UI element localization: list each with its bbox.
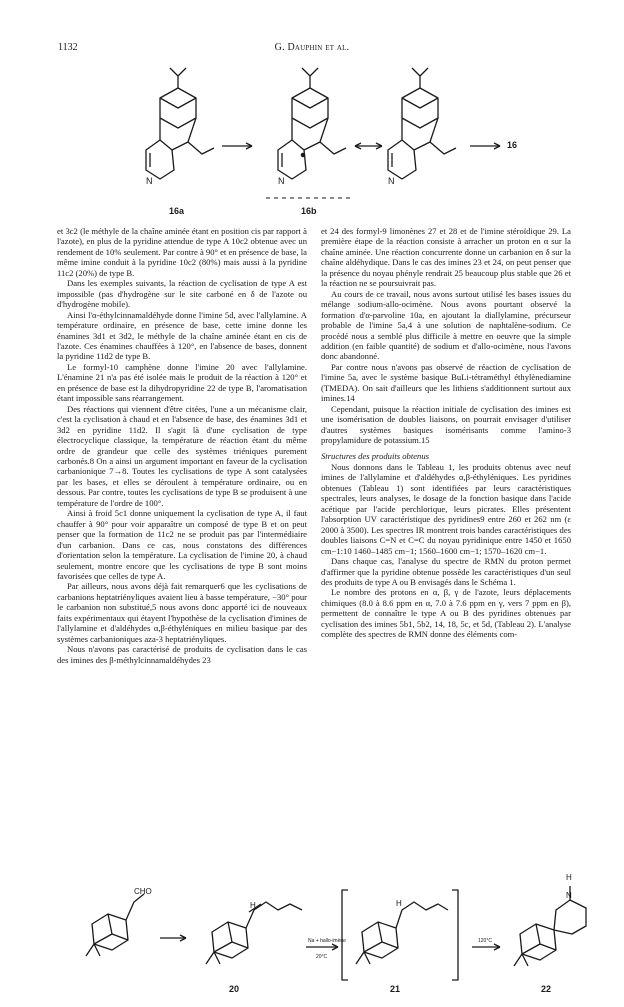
left-paragraph: Ainsi à froid 5c1 donne uniquement la cyclisation de type A, il faut chauffer à 90° pour voir apparaître un composé de type B et on peut penser que la formation de 11c2 ne se produit pas par l'intermédiaire d'un carbanion. Dans ce cas, nous constatons des différences d'orientation selon la température. La cyclisation de l'imine 20, à chaud seulement, montre encore que les cyclisations de type B sont moins favorisées que celles de type A.	[57, 508, 307, 581]
right-paragraph: Cependant, puisque la réaction initiale de cyclisation des imines est une isomérisation de doubles liaisons, on pourrait envisager d'utiliser d'autres systèmes basiques isomérisants comme l'amino-3 propylamidure de potassium.15	[321, 403, 571, 446]
structure-22	[514, 886, 586, 966]
n-atom-16b: N	[278, 176, 285, 186]
structure-16a	[146, 68, 214, 179]
section-heading: Structures des produits obtenus	[321, 450, 429, 461]
reagent-bottom-label: 20°C	[316, 954, 328, 960]
right-paragraph: Par contre nous n'avons pas observé de réaction de cyclisation de l'imine 5a, avec le système basique BuLi-tétraméthyl éthylènediamine (TMEDA). On sait d'ailleurs que les lithiens s'additionnent surtout aux imines.14	[321, 361, 571, 404]
label-21: 21	[390, 984, 401, 994]
condition-label: 120°C	[478, 938, 492, 944]
structure-20	[206, 902, 302, 964]
structure-16b	[278, 68, 346, 179]
h-label-22: H	[566, 873, 572, 882]
right-paragraph: Dans chaque cas, l'analyse du spectre de RMN du proton permet d'affirmer que la pyridine obtenue possède les caractéristiques d'un seul des produits de type A ou B envisagés dans le Schéma 1.	[321, 556, 571, 587]
left-column	[57, 226, 307, 665]
h-label-21: H	[396, 899, 402, 908]
left-paragraph: Le formyl-10 camphène donne l'imine 20 avec l'allylamine. L'énamine 21 n'a pas été isolée mais le produit de la réaction à 120° et en présence de base est la dihydropyridine 22 de type B, l'aromatisation étant impossible sans réarrangement.	[57, 361, 307, 404]
n-atom-16a: N	[146, 176, 153, 186]
structure-21	[356, 902, 448, 964]
left-paragraph: Par ailleurs, nous avons déjà fait remarquer6 que les cyclisations de carbanions heptatriényliques avaient lieu à basse température, −30° pour le carbanion non substitué,5 nous avons donc apporté ici de nouveaux faits expérimentaux qui étayent l'hypothèse de la cyclisation d'imines de l'allylamine et d'aldéhydes α,β-éthyléniques en milieu basique par des systèmes carbanioniques aza-3 heptatriényliques.	[57, 581, 307, 644]
left-paragraph: et 3c2 (le méthyle de la chaîne aminée étant en position cis par rapport à l'azote), en plus de la pyridine attendue de type A 10c2 obtenue avec un rendement de 10% seulement. Par contre à 90° et en présence de base, la même imine conduit à la pyridine 10c2 (80%) mais aussi à la pyridine 11c2 (20%) de type B.	[57, 226, 307, 278]
right-paragraph: Au cours de ce travail, nous avons surtout utilisé les bases issues du mélange sodium-allo-ocimène. Nous avons pourtant observé la formation d'α-parvoline 10a, en ajoutant la diallylamine, précurseur probable de l'imine 5a,4 à une solution de naphtalène-sodium. Ce procédé nous a semblé plus difficile à mettre en oeuvre que la simple addition (en faible quantité) de sodium et d'allo-ocimène, nous l'avons donc abandonné.	[321, 288, 571, 362]
right-column	[321, 226, 571, 640]
bottom-scheme-drawing	[0, 852, 624, 1002]
right-paragraph: et 24 des formyl-9 limonènes 27 et 28 et de l'imine stéroïdique 29. La première étape de la réaction consiste à arracher un proton en α sur la chaîne aminée. Une réaction concurrente donne un carbanion en δ sur la chaîne aldéhydique. Dans le cas des imines 23 et 24, on peut penser que la présence du noyau phényle rendrait 25 beaucoup plus stable que 26 et la réaction ne se poursuivrait pas.	[321, 226, 571, 289]
top-scheme-drawing	[0, 58, 624, 228]
n-atom-right: N	[388, 176, 395, 186]
label-20: 20	[229, 984, 240, 994]
label-22: 22	[541, 984, 552, 994]
right-paragraph: Nous donnons dans le Tableau 1, les produits obtenus avec neuf imines de l'allylamine et d'aldéhydes α,β-éthyléniques. Les pyridines obtenues (Tableau 1) sont identifiées par leurs caractéristiques spectrales, leurs analyses, le dosage de la fonction basique dans l'acide acétique par l'acide perchlorique, leurs picrates. Elles présentent l'absorption UV caractéristique des pyridines9 entre 260 et 262 nm (ε 2000 à 3500). Les spectres IR montrent trois bandes caractéristiques des doubles liaisons C=N et C=C du noyau pyridinique entre 1450 et 1650 cm−1:10 1460–1485 cm−1; 1560–1600 cm−1; 1570–1620 cm−1.	[321, 461, 571, 556]
top-reaction-scheme	[0, 58, 624, 228]
reagent-top-label: Na + hallo-imène	[308, 938, 346, 944]
label-16: 16	[507, 140, 518, 150]
left-paragraph: Des réactions qui viennent d'être citées, l'une a un mécanisme clair, c'est la cyclisation à chaud et en l'absence de base, des énamines 3d1 et 3d2 en pyridine 11d2. Il s'agit là d'une cyclisation de type électrocyclique classique, la température de réaction étant du même ordre de grandeur que celle des systèmes triéniques purement carbonés.8 On a ainsi un argument important en faveur de la cyclisation carbanionique 7→8. Toutes les cyclisations de type A sont catalysées par les bases, et elles se déroulent à température ordinaire, ou en dessous. Par contre, toutes les cyclisations de type B se produisent à une température de l'ordre de 100°.	[57, 403, 307, 508]
left-paragraph: Nous n'avons pas caractérisé de produits de cyclisation dans le cas des imines des β-méthylcinnamaldéhydes 23	[57, 644, 307, 665]
right-paragraph: Le nombre des protons en α, β, γ de l'azote, leurs déplacements chimiques (8.0 à 8.6 ppm en α, 7.0 à 7.6 ppm en γ, vers 7 ppm en β), permettent de connaître le type A ou B des pyridines obtenues par cyclisation des imines 5b1, 5b2, 14, 18, 5c, et 5d, (Tableau 2). L'analyse complète des spectres de RMN donne des éléments com-	[321, 587, 571, 640]
page-number: 1132	[58, 42, 78, 53]
structure-16b-resonance	[388, 68, 456, 179]
label-16b: 16b	[301, 206, 317, 216]
label-16a: 16a	[169, 206, 185, 216]
running-title: G. Dauphin et al.	[274, 42, 350, 53]
cho-label: CHO	[134, 887, 152, 896]
left-paragraph: Dans les exemples suivants, la réaction de cyclisation de type A est impossible (pas d'hydrogène sur le site carboné en δ de l'azote ou d'hydrogène mobile).	[57, 278, 307, 310]
bottom-reaction-scheme	[0, 852, 624, 1002]
n-label-22: N	[566, 891, 572, 900]
structure-formyl-camphene	[86, 894, 144, 956]
h-label-20: H	[250, 901, 256, 910]
left-paragraph: Ainsi l'α-éthylcinnamaldéhyde donne l'imine 5d, avec l'allylamine. A température ordinaire, en présence de base, cette imine donne les énamines 3d1 et 3d2, le méthyle de la chaîne aminée étant en cis de l'azote. Ces énamines chauffées à 120°, en l'absence de bases, donnent la pyridine 11d2 de type B.	[57, 309, 307, 362]
